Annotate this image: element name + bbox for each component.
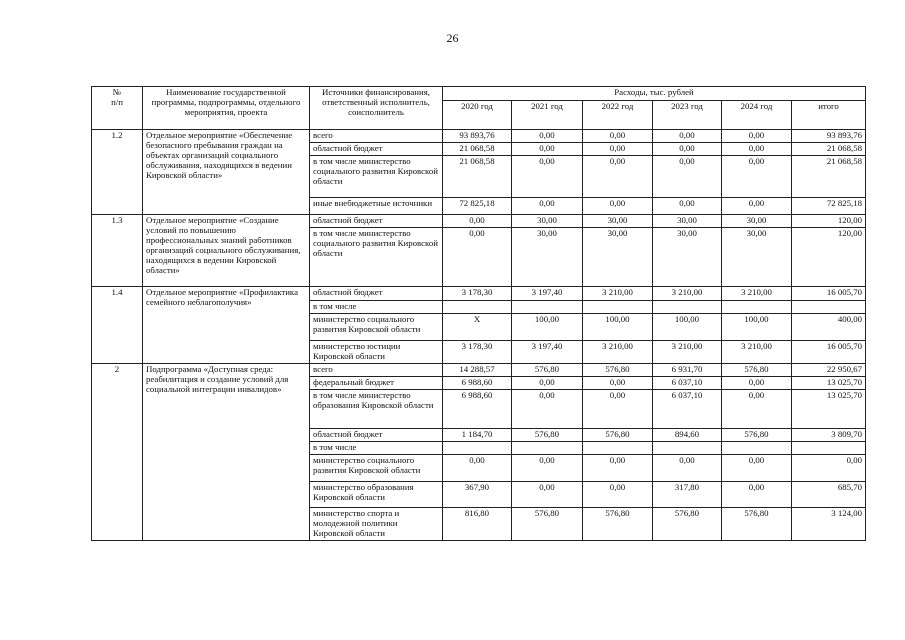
year-value: 0,00	[443, 215, 512, 228]
year-value: 0,00	[512, 377, 583, 390]
year-value	[653, 442, 722, 455]
year-value	[653, 301, 722, 314]
year-value: 0,00	[583, 377, 653, 390]
total-value: 400,00	[792, 314, 866, 341]
header-year: 2024 год	[722, 101, 792, 130]
total-value: 22 950,67	[792, 364, 866, 377]
year-value: 576,80	[512, 508, 583, 541]
funding-source: в том числе	[310, 442, 443, 455]
year-value: 100,00	[512, 314, 583, 341]
year-value: 30,00	[512, 228, 583, 287]
funding-source: в том числе министерство социального развития Кировской области	[310, 156, 443, 198]
total-value: 16 005,70	[792, 287, 866, 301]
year-value: 30,00	[583, 215, 653, 228]
year-value: 0,00	[653, 130, 722, 143]
funding-source: областной бюджет	[310, 143, 443, 156]
table-body	[92, 130, 866, 541]
year-value: X	[443, 314, 512, 341]
year-value: 6 037,10	[653, 390, 722, 429]
header-source: Источники финансирования, ответственный исполнитель, соисполнитель	[310, 87, 443, 130]
year-value: 0,00	[722, 455, 792, 482]
year-value: 3 197,40	[512, 341, 583, 364]
header-total: итого	[792, 101, 866, 130]
item-number: 1.3	[92, 215, 143, 287]
total-value: 21 068,58	[792, 143, 866, 156]
funding-source: областной бюджет	[310, 215, 443, 228]
year-value: 3 210,00	[653, 341, 722, 364]
funding-source: федеральный бюджет	[310, 377, 443, 390]
year-value: 0,00	[722, 198, 792, 215]
year-value: 30,00	[722, 215, 792, 228]
year-value: 6 037,10	[653, 377, 722, 390]
year-value	[722, 442, 792, 455]
year-value: 0,00	[443, 228, 512, 287]
total-value: 0,00	[792, 455, 866, 482]
table-row	[92, 130, 866, 143]
year-value: 0,00	[512, 455, 583, 482]
year-value: 0,00	[512, 390, 583, 429]
year-value: 3 178,30	[443, 287, 512, 301]
year-value: 0,00	[653, 156, 722, 198]
year-value: 576,80	[722, 429, 792, 442]
year-value	[512, 442, 583, 455]
funding-source: в том числе	[310, 301, 443, 314]
year-value: 0,00	[583, 156, 653, 198]
total-value: 3 124,00	[792, 508, 866, 541]
table-row	[92, 215, 866, 228]
year-value: 3 210,00	[583, 287, 653, 301]
year-value	[512, 301, 583, 314]
total-value: 72 825,18	[792, 198, 866, 215]
total-value: 120,00	[792, 228, 866, 287]
year-value: 0,00	[722, 482, 792, 508]
total-value: 13 025,70	[792, 377, 866, 390]
year-value	[722, 301, 792, 314]
year-value: 0,00	[722, 130, 792, 143]
item-name: Подпрограмма «Доступная среда: реабилитация и создание условий для социальной интеграции инвалидов»	[143, 364, 310, 541]
year-value: 0,00	[583, 390, 653, 429]
year-value: 0,00	[653, 455, 722, 482]
year-value: 6 931,70	[653, 364, 722, 377]
year-value: 0,00	[512, 143, 583, 156]
item-number: 2	[92, 364, 143, 541]
year-value: 576,80	[512, 364, 583, 377]
year-value: 21 068,58	[443, 143, 512, 156]
year-value: 0,00	[583, 482, 653, 508]
year-value	[443, 442, 512, 455]
funding-source: министерство образования Кировской области	[310, 482, 443, 508]
year-value: 3 210,00	[722, 341, 792, 364]
year-value: 317,80	[653, 482, 722, 508]
year-value: 576,80	[583, 508, 653, 541]
year-value: 576,80	[653, 508, 722, 541]
funding-source: министерство социального развития Кировской области	[310, 314, 443, 341]
year-value: 0,00	[443, 455, 512, 482]
year-value: 3 178,30	[443, 341, 512, 364]
year-value: 6 988,60	[443, 377, 512, 390]
header-num: № п/п	[92, 87, 143, 130]
year-value: 30,00	[653, 228, 722, 287]
total-value: 16 005,70	[792, 341, 866, 364]
total-value: 120,00	[792, 215, 866, 228]
header-year: 2023 год	[653, 101, 722, 130]
year-value: 72 825,18	[443, 198, 512, 215]
year-value: 30,00	[583, 228, 653, 287]
header-year: 2020 год	[443, 101, 512, 130]
year-value: 100,00	[653, 314, 722, 341]
year-value	[443, 301, 512, 314]
total-value: 93 893,76	[792, 130, 866, 143]
year-value: 93 893,76	[443, 130, 512, 143]
year-value: 30,00	[512, 215, 583, 228]
year-value: 0,00	[583, 198, 653, 215]
year-value: 0,00	[583, 143, 653, 156]
header-year: 2021 год	[512, 101, 583, 130]
year-value: 0,00	[722, 143, 792, 156]
year-value: 0,00	[722, 156, 792, 198]
year-value: 0,00	[653, 198, 722, 215]
year-value: 0,00	[583, 130, 653, 143]
funding-source: областной бюджет	[310, 429, 443, 442]
year-value: 100,00	[583, 314, 653, 341]
year-value: 0,00	[583, 455, 653, 482]
funding-source: всего	[310, 364, 443, 377]
year-value: 14 288,57	[443, 364, 512, 377]
year-value: 0,00	[512, 130, 583, 143]
year-value: 367,90	[443, 482, 512, 508]
year-value: 3 210,00	[583, 341, 653, 364]
item-name: Отдельное мероприятие «Профилактика семейного неблагополучия»	[143, 287, 310, 364]
year-value: 21 068,58	[443, 156, 512, 198]
year-value: 100,00	[722, 314, 792, 341]
year-value: 0,00	[512, 198, 583, 215]
total-value: 21 068,58	[792, 156, 866, 198]
year-value: 0,00	[512, 156, 583, 198]
year-value	[583, 442, 653, 455]
funding-source: министерство социального развития Кировской области	[310, 455, 443, 482]
table-row	[92, 364, 866, 377]
item-number: 1.2	[92, 130, 143, 215]
header-name: Наименование государственной программы, подпрограммы, отдельного мероприятия, проекта	[143, 87, 310, 130]
year-value: 1 184,70	[443, 429, 512, 442]
year-value: 576,80	[583, 364, 653, 377]
year-value	[583, 301, 653, 314]
header-year: 2022 год	[583, 101, 653, 130]
year-value: 0,00	[512, 482, 583, 508]
year-value: 894,60	[653, 429, 722, 442]
page-number: 26	[446, 31, 459, 45]
funding-source: всего	[310, 130, 443, 143]
year-value: 0,00	[722, 377, 792, 390]
total-value: 3 809,70	[792, 429, 866, 442]
year-value: 3 197,40	[512, 287, 583, 301]
year-value: 6 988,60	[443, 390, 512, 429]
year-value: 816,80	[443, 508, 512, 541]
item-name: Отдельное мероприятие «Создание условий по повышению профессиональных знаний работников организаций социального обслуживания, находящихся в ведении Кировской области»	[143, 215, 310, 287]
funding-source: в том числе министерство образования Кировской области	[310, 390, 443, 429]
year-value: 30,00	[722, 228, 792, 287]
year-value: 576,80	[583, 429, 653, 442]
year-value: 30,00	[653, 215, 722, 228]
year-value: 3 210,00	[653, 287, 722, 301]
total-value: 13 025,70	[792, 390, 866, 429]
budget-table	[91, 86, 866, 541]
funding-source: иные внебюджетные источники	[310, 198, 443, 215]
year-value: 576,80	[512, 429, 583, 442]
year-value: 0,00	[653, 143, 722, 156]
header-expenses: Расходы, тыс. рублей	[443, 87, 866, 101]
item-number: 1.4	[92, 287, 143, 364]
total-value: 685,70	[792, 482, 866, 508]
total-value	[792, 301, 866, 314]
year-value: 576,80	[722, 364, 792, 377]
year-value: 3 210,00	[722, 287, 792, 301]
funding-source: в том числе министерство социального развития Кировской области	[310, 228, 443, 287]
year-value: 0,00	[722, 390, 792, 429]
table-row	[92, 287, 866, 301]
total-value	[792, 442, 866, 455]
funding-source: областной бюджет	[310, 287, 443, 301]
year-value: 576,80	[722, 508, 792, 541]
item-name: Отдельное мероприятие «Обеспечение безопасного пребывания граждан на объектах организаций социального обслуживания, находящихся в ведении Кировской области»	[143, 130, 310, 215]
funding-source: министерство спорта и молодежной политики Кировской области	[310, 508, 443, 541]
funding-source: министерство юстиции Кировской области	[310, 341, 443, 364]
